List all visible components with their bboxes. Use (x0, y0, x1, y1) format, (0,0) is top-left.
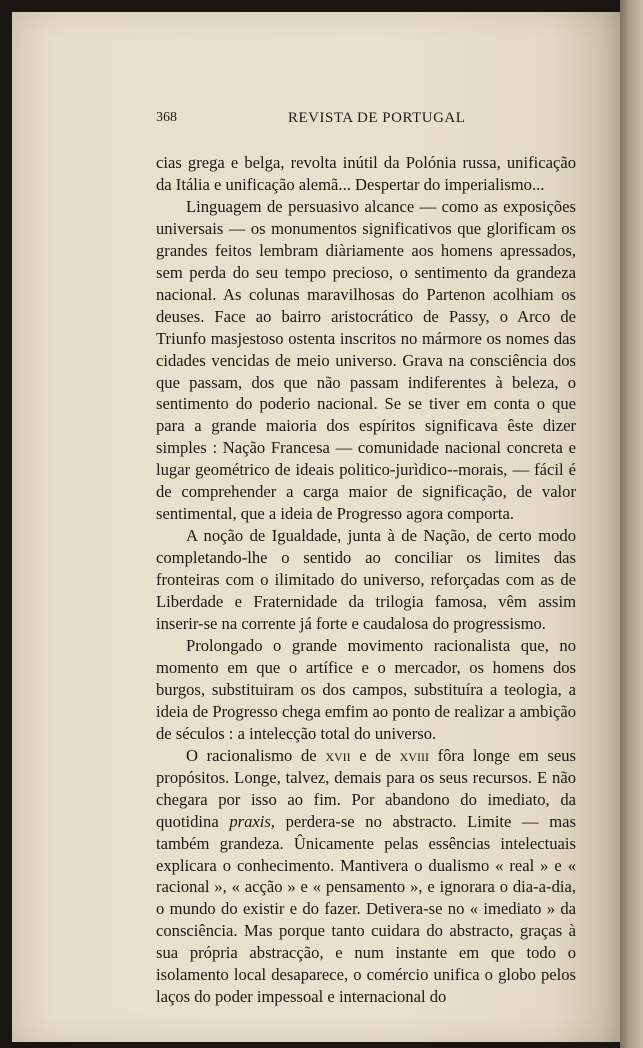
paragraph-racionalismo (156, 745, 576, 1008)
century-numeral: xviii (399, 745, 429, 765)
text-body (156, 152, 576, 1008)
italic-term: praxis, (229, 811, 275, 831)
text-run: O racionalismo de (186, 745, 326, 765)
text-run: e de (350, 745, 400, 765)
running-head: REVISTA DE PORTUGAL (288, 110, 466, 126)
text-run: fôra longe em seus propósitos. Longe, talvez, demais para os seus recursos. E não chegara por isso ao fim. Por abandono do imediato, da quotidina (156, 745, 576, 831)
page-header (156, 110, 578, 132)
century-numeral: xvii (325, 745, 351, 765)
text-run: perdera-se no abstracto. Limite — mas também grandeza. Ûnicamente pelas essências intelectuais explicara o conhecimento. Mantivera o dualismo « real » e « racional », « acção » e « pensamento », e ignorara o dia-a-dia, o mundo do existir e do fazer. Detivera-se no « imediato » da consciência. Mas porque tanto cuidara do abstracto, graças à sua própria abstracção, e num instante em que todo o isolamento local desaparece, o comércio unifica o globo pelos laços do poder impessoal e internacional do (156, 811, 576, 1007)
paragraph: Linguagem de persuasivo alcance — como as exposições universais — os monumentos significativos que glorificam os grandes feitos lembram diàriamente aos homens apressados, sem perda do seu tempo precioso, o sentimento da grandeza nacional. As colunas maravilhosas do Partenon acolhiam os deuses. Face ao bairro aristocrático de Passy, o Arco de Triunfo masjestoso ostenta inscritos no mármore os nomes das cidades vencidas de meio universo. Grava na consciência dos que passam, dos que não passam indiferentes à beleza, o sentimento do poderio nacional. Se se tiver em conta o que para a grande maioria dos espíritos significava êste dizer simples : Nação Francesa — comunidade nacional concreta e lugar geométrico de ideais politico-jurìdico--morais, — fácil é de comprehender a carga maior de significação, de valor sentimental, que a ideia de Progresso agora comporta. (156, 196, 576, 524)
page-number: 368 (156, 110, 177, 125)
paragraph: A noção de Igualdade, junta à de Nação, de certo modo completando-lhe o sentido ao conciliar os limites das fronteiras com o ilimitado do universo, reforçadas com as de Liberdade e Fraternidade da trilogia famosa, vêm assim inserir-se na corrente já forte e caudalosa do progressismo. (156, 526, 576, 634)
paragraph: Prolongado o grande movimento racionalista que, no momento em que o artífice e o mercador, os homens dos burgos, substituiram os dos campos, substituíra a teologia, a ideia de Progresso chega emfim ao ponto de realizar a ambição de séculos : a intelecção total do universo. (156, 635, 576, 743)
paragraph-continued: cias grega e belga, revolta inútil da Polónia russa, unificação da Itália e unificação alemã... Despertar do imperialismo... (156, 153, 576, 194)
facing-page-edge (620, 0, 643, 1048)
